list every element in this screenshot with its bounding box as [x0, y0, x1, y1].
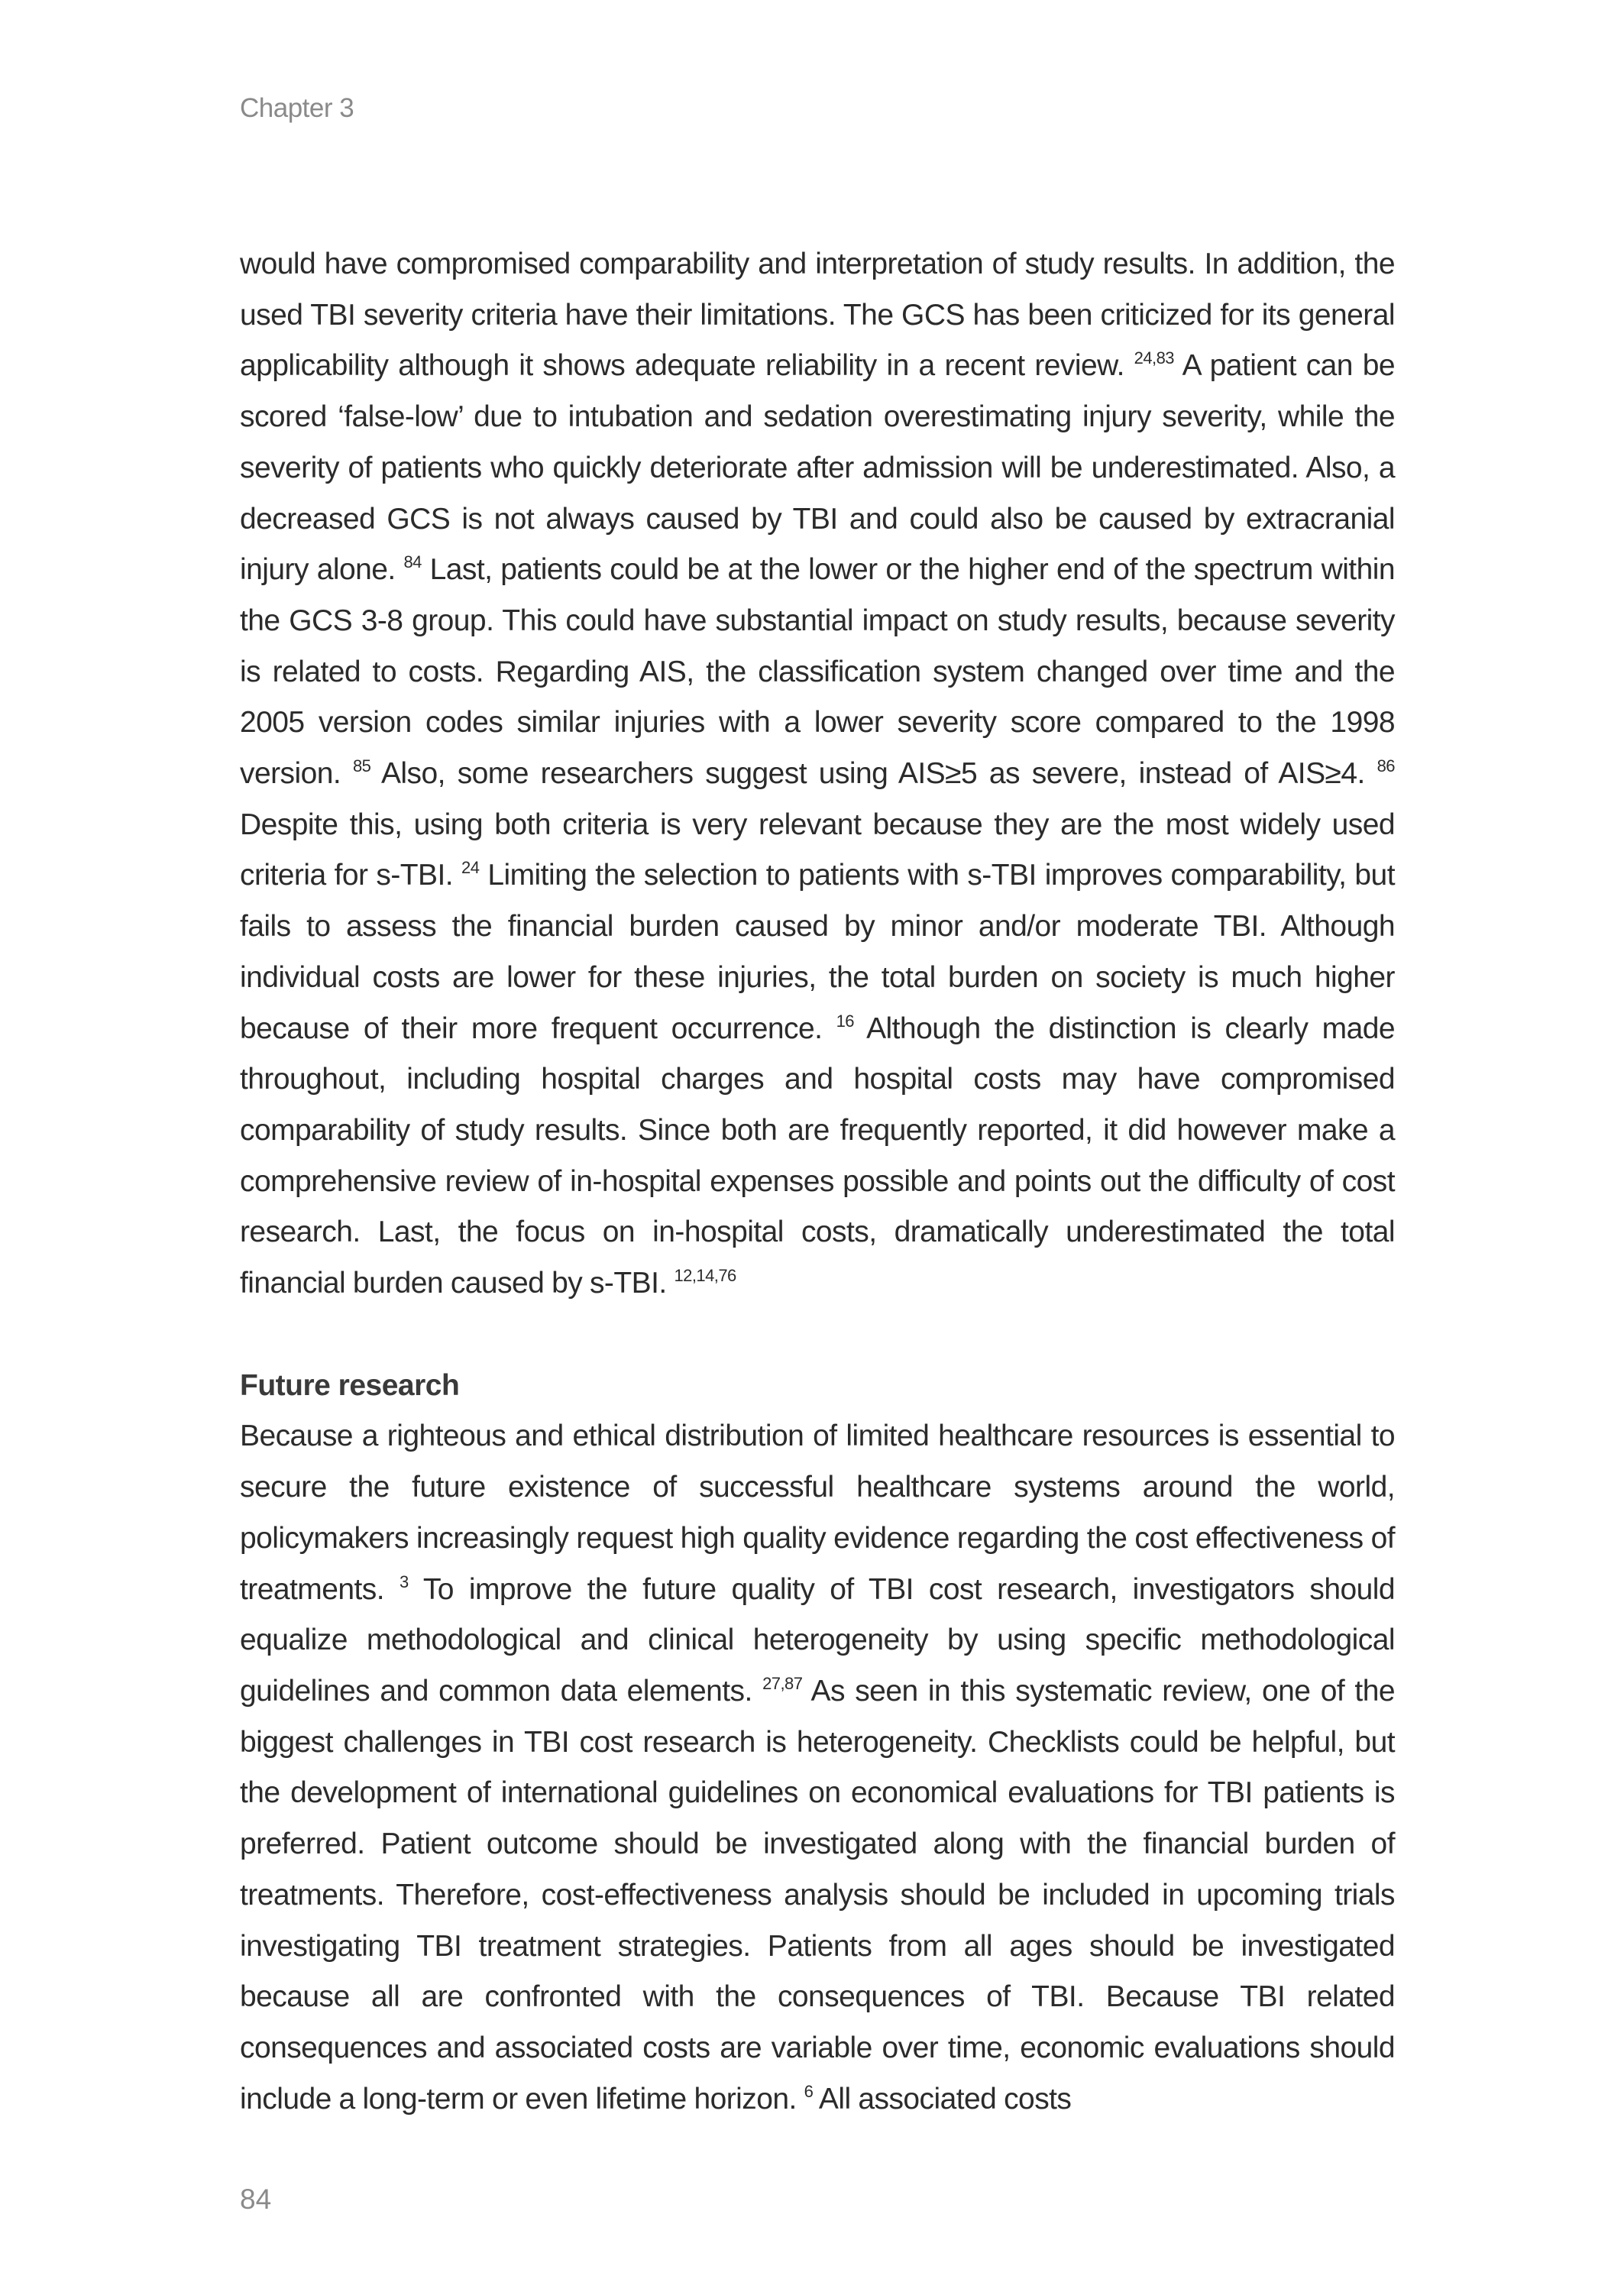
text-span: As seen in this systematic review, one of the biggest challenges in TBI cost research is heterogeneity. Checklists could be helpful, but the development of international guidelines on economical evaluations for TBI patients is preferred. Patient outcome should be investigated along with the financial burden of treatments. Therefore, cost-effectiveness analysis should be included in upcoming trials investigating TBI treatment strategies. Patients from all ages should be investigated because all are confronted with the consequences of TBI. Because TBI related consequences and associated costs are variable over time, economic evaluations should include a long-term or even lifetime horizon. [240, 1674, 1395, 2116]
text-span: Limiting the selection to patients with s-TBI improves comparability, but fails to assess the financial burden caused by minor and/or moderate TBI. Although individual costs are lower for these injuries, the total burden on society is much higher because of their more frequent occurrence. [240, 859, 1395, 1045]
text-span: All associated costs [813, 2082, 1072, 2116]
text-span: Despite this, using both criteria is very relevant because they are the most widely used criteria for s-TBI. [240, 808, 1395, 892]
citation-ref: 85 [352, 756, 371, 776]
text-span: A patient can be scored ‘false-low’ due to intubation and sedation overestimating injury severity, while the severity of patients who quickly deteriorate after admission will be underestimated. Also, a decreased GCS is not always caused by TBI and could also be caused by extracranial injury alone. [240, 349, 1395, 587]
citation-ref: 6 [804, 2081, 814, 2101]
citation-ref: 27,87 [762, 1673, 803, 1693]
page-body [240, 239, 1395, 2125]
chapter-header: Chapter 3 [240, 93, 354, 123]
section-heading-future-research: Future research [240, 1368, 460, 1402]
citation-ref: 3 [399, 1572, 409, 1591]
body-paragraph-future-research [240, 1411, 1395, 2125]
citation-ref: 24,83 [1134, 348, 1174, 368]
citation-ref: 12,14,76 [674, 1266, 736, 1286]
page-number: 84 [240, 2184, 272, 2215]
text-span: would have compromised comparability and interpretation of study results. In addition, the used TBI severity criteria have their limitations. The GCS has been criticized for its general applicability although it shows adequate reliability in a recent review. [240, 248, 1395, 383]
citation-ref: 86 [1377, 756, 1395, 776]
text-span: Because a righteous and ethical distribution of limited healthcare resources is essential to secure the future existence of successful healthcare systems around the world, policymakers increasingly request high quality evidence regarding the cost effectiveness of treatments. [240, 1420, 1395, 1606]
text-span: To improve the future quality of TBI cost research, investigators should equalize methodological and clinical heterogeneity by using specific methodological guidelines and common data elements. [240, 1572, 1395, 1708]
text-span: Although the distinction is clearly made throughout, including hospital charges and hospital costs may have compromised comparability of study results. Since both are frequently reported, it did however make a comprehensive review of in-hospital expenses possible and points out the difficulty of cost research. Last, the focus on in-hospital costs, dramatically underestimated the total financial burden caused by s-TBI. [240, 1012, 1395, 1300]
text-span: Also, some researchers suggest using AIS≥5 as severe, instead of AIS≥4. [370, 757, 1377, 791]
citation-ref: 84 [403, 552, 422, 572]
citation-ref: 16 [836, 1011, 854, 1031]
body-paragraph-limitations [240, 239, 1395, 1309]
citation-ref: 24 [461, 858, 480, 878]
text-span: Last, patients could be at the lower or the higher end of the spectrum within the GCS 3-8 group. This could have substantial impact on study results, because severity is related to costs. Regarding AIS, the classification system changed over time and the 2005 version codes similar injuries with a lower severity score compared to the 1998 version. [240, 553, 1395, 791]
